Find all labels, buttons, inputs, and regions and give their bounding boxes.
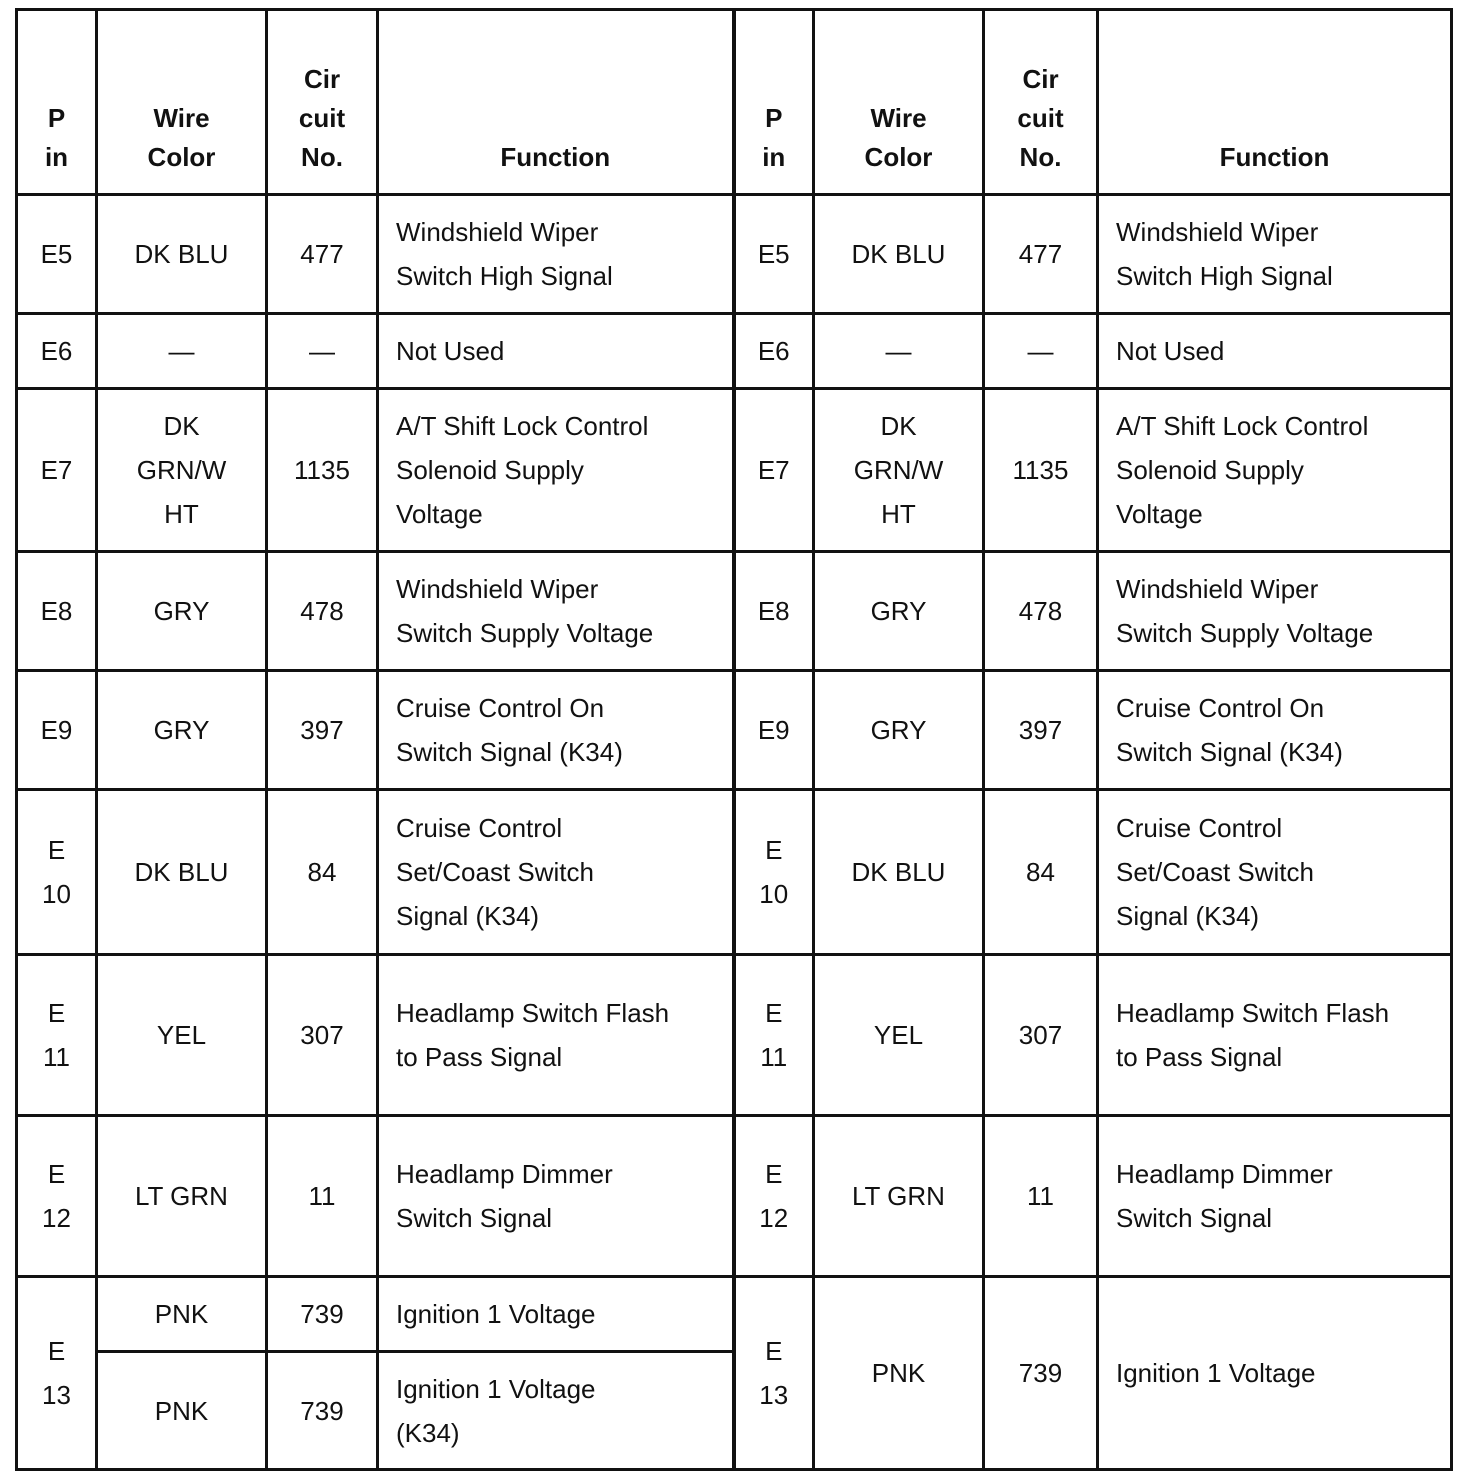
function-cell — [378, 1277, 734, 1352]
function-cell — [1098, 389, 1452, 552]
cell-text-line: DK BLU — [851, 857, 946, 887]
cell-text-line: GRY — [870, 596, 927, 626]
cell-text-line: Cir — [303, 64, 341, 94]
wire-color-cell — [97, 790, 267, 955]
circuit-cell: 84 — [984, 790, 1098, 955]
cell-text-line: HT — [881, 499, 916, 529]
cell-text-line: A/T Shift Lock Control — [396, 411, 649, 441]
wire-color-cell — [814, 552, 984, 671]
cell-text-line: A/T Shift Lock Control — [1116, 411, 1369, 441]
cell-text-line: GRN/W — [853, 455, 944, 485]
circuit-cell: 307 — [984, 955, 1098, 1116]
table-row — [17, 552, 1452, 671]
circuit-cell: 739 — [267, 1277, 378, 1352]
cell-text-line: No. — [1019, 142, 1062, 172]
pin-cell — [734, 790, 814, 955]
cell-text-line: E8 — [40, 596, 73, 626]
cell-text-line: E5 — [757, 239, 790, 269]
cell-text-line: E — [765, 998, 783, 1028]
circuit-cell: 84 — [267, 790, 378, 955]
table-row — [17, 195, 1452, 314]
function-cell — [1098, 790, 1452, 955]
function-cell — [378, 955, 734, 1116]
cell-text-line: E — [765, 1336, 783, 1366]
cell-text-line: E — [47, 1336, 66, 1366]
function-cell — [1098, 314, 1452, 389]
cell-text-line: to Pass Signal — [396, 1042, 563, 1072]
cell-text-line: LT GRN — [135, 1181, 228, 1211]
circuit-cell: 1135 — [984, 389, 1098, 552]
pin-cell — [17, 1277, 97, 1470]
cell-text-line: 12 — [759, 1203, 789, 1233]
circuit-cell: — — [984, 314, 1098, 389]
circuit-cell: — — [267, 314, 378, 389]
cell-text-line: E — [47, 835, 66, 865]
cell-text-line: Switch High Signal — [396, 261, 613, 291]
cell-text-line: Function — [500, 142, 611, 172]
cell-text-line: DK BLU — [134, 857, 229, 887]
cell-text-line: E6 — [40, 336, 73, 366]
cell-text-line: Voltage — [1116, 499, 1203, 529]
pin-cell — [734, 314, 814, 389]
wire-color-cell: PNK — [97, 1352, 267, 1470]
cell-text-line: GRN/W — [136, 455, 227, 485]
header-row — [17, 10, 1452, 195]
wire-color-cell — [814, 195, 984, 314]
pin-cell — [17, 389, 97, 552]
cell-text-line: 13 — [42, 1380, 71, 1410]
cell-text-line: to Pass Signal — [1116, 1042, 1283, 1072]
cell-text-line: Windshield Wiper — [396, 217, 599, 247]
wire-color-cell: PNK — [97, 1277, 267, 1352]
cell-text-line: 11 — [43, 1042, 70, 1072]
cell-text-line: Color — [864, 142, 933, 172]
function-cell — [378, 671, 734, 790]
function-cell — [1098, 195, 1452, 314]
cell-text-line: HT — [164, 499, 199, 529]
cell-text-line: Headlamp Switch Flash — [396, 998, 670, 1028]
cell-text-line: GRY — [870, 715, 927, 745]
cell-text-line: E — [765, 835, 783, 865]
cell-text-line: P — [765, 103, 783, 133]
circuit-cell: 307 — [267, 955, 378, 1116]
circuit-cell: 739 — [984, 1277, 1098, 1470]
function-cell — [1098, 552, 1452, 671]
cell-text-line: Ignition 1 Voltage — [396, 1299, 596, 1329]
cell-text-line: Voltage — [396, 499, 483, 529]
cell-text-line: 11 — [760, 1042, 788, 1072]
cell-text-line: 10 — [759, 879, 789, 909]
function-cell — [1098, 955, 1452, 1116]
wire-color-cell — [814, 955, 984, 1116]
pin-cell — [17, 314, 97, 389]
table-row — [17, 790, 1452, 955]
cell-text-line: E5 — [40, 239, 73, 269]
cell-text-line: Ignition 1 Voltage — [396, 1373, 596, 1404]
header-wire-color — [97, 10, 267, 195]
pin-cell — [734, 1116, 814, 1277]
cell-text-line: GRY — [153, 596, 210, 626]
pin-cell — [17, 195, 97, 314]
cell-text-line: Cir — [1022, 64, 1059, 94]
cell-text-line: Ignition 1 Voltage — [1116, 1358, 1316, 1388]
cell-text-line: DK — [163, 411, 200, 441]
pin-cell — [17, 552, 97, 671]
pin-cell — [734, 1277, 814, 1470]
circuit-cell: 478 — [984, 552, 1098, 671]
cell-text-line: 12 — [42, 1203, 71, 1233]
table-body — [17, 195, 1452, 1470]
cell-text-line: Set/Coast Switch — [396, 857, 594, 887]
cell-text-line: YEL — [156, 1020, 207, 1050]
cell-text-line: Cruise Control On — [396, 693, 605, 723]
cell-text-line: DK BLU — [851, 239, 946, 269]
function-cell — [378, 195, 734, 314]
cell-text-line: DK BLU — [134, 239, 229, 269]
cell-text-line: Color — [147, 142, 216, 172]
cell-text-line: Solenoid Supply — [1116, 455, 1304, 485]
cell-text-line: E7 — [40, 455, 73, 485]
function-cell — [1098, 1116, 1452, 1277]
pin-cell — [17, 1116, 97, 1277]
function-cell — [378, 314, 734, 389]
cell-text-line: GRY — [153, 715, 210, 745]
cell-text-line: cuit — [298, 103, 346, 133]
header-wire-color — [814, 10, 984, 195]
cell-text-line: cuit — [1017, 103, 1064, 133]
function-cell — [1098, 671, 1452, 790]
pin-cell — [734, 552, 814, 671]
wire-color-cell — [97, 552, 267, 671]
function-cell — [378, 790, 734, 955]
cell-text-line: E9 — [757, 715, 790, 745]
wire-color-cell — [814, 790, 984, 955]
pin-cell — [734, 955, 814, 1116]
cell-text-line: Switch Signal (K34) — [1116, 737, 1343, 767]
circuit-cell: 1135 — [267, 389, 378, 552]
wire-color-cell — [97, 389, 267, 552]
cell-text-line: Solenoid Supply — [396, 455, 584, 485]
cell-text-line: E — [47, 1159, 66, 1189]
wire-color-cell — [814, 314, 984, 389]
cell-text-line: Windshield Wiper — [1116, 217, 1319, 247]
cell-text-line: Wire — [153, 103, 210, 133]
cell-text-line: Switch Signal — [1116, 1203, 1273, 1233]
cell-text-line: Headlamp Switch Flash — [1116, 998, 1390, 1028]
cell-text-line: Switch Signal — [396, 1203, 553, 1233]
pin-cell — [17, 671, 97, 790]
cell-text-line: Set/Coast Switch — [1116, 857, 1314, 887]
pin-cell — [734, 195, 814, 314]
cell-text-line: Cruise Control — [1116, 813, 1283, 843]
function-cell — [378, 1352, 734, 1470]
table-row — [17, 955, 1452, 1116]
circuit-cell: 11 — [984, 1116, 1098, 1277]
cell-text-line: DK — [880, 411, 917, 441]
function-cell — [378, 552, 734, 671]
cell-text-line: E7 — [757, 455, 790, 485]
cell-text-line: in — [44, 142, 69, 172]
function-cell — [1098, 1277, 1452, 1470]
header-circuit-no — [267, 10, 378, 195]
cell-text-line: Switch Supply Voltage — [396, 618, 654, 648]
cell-text-line: Headlamp Dimmer — [396, 1159, 613, 1189]
cell-text-line: Headlamp Dimmer — [1116, 1159, 1333, 1189]
table-row — [17, 1277, 1452, 1352]
cell-text-line: 10 — [42, 879, 71, 909]
table-row — [17, 389, 1452, 552]
wire-color-cell — [97, 1116, 267, 1277]
wire-color-cell — [814, 389, 984, 552]
cell-text-line: — — [885, 336, 912, 366]
cell-text-line: Not Used — [1116, 336, 1225, 366]
wire-color-cell — [97, 955, 267, 1116]
circuit-cell: 397 — [984, 671, 1098, 790]
cell-text-line: Cruise Control — [396, 813, 563, 843]
cell-text-line: YEL — [873, 1020, 924, 1050]
wire-color-cell: PNK — [814, 1277, 984, 1470]
cell-text-line: E — [765, 1159, 783, 1189]
cell-text-line: Not Used — [396, 336, 505, 366]
cell-text-line: Windshield Wiper — [396, 574, 599, 604]
cell-text-line: E — [47, 998, 66, 1028]
cell-text-line: LT GRN — [852, 1181, 945, 1211]
pin-table — [15, 8, 1453, 1471]
cell-text-line: E6 — [757, 336, 790, 366]
wire-color-cell — [97, 671, 267, 790]
header-function — [1098, 10, 1452, 195]
cell-text-line: — — [168, 336, 195, 366]
cell-text-line: Signal (K34) — [396, 901, 540, 931]
header-pin — [17, 10, 97, 195]
pin-cell — [734, 389, 814, 552]
circuit-cell: 739 — [267, 1352, 378, 1470]
wire-color-cell — [97, 195, 267, 314]
cell-text-line: E9 — [40, 715, 73, 745]
cell-text-line: Switch Supply Voltage — [1116, 618, 1374, 648]
pin-cell — [17, 955, 97, 1116]
wire-color-cell — [814, 1116, 984, 1277]
cell-text-line: Windshield Wiper — [1116, 574, 1319, 604]
circuit-cell: 478 — [267, 552, 378, 671]
cell-text-line: No. — [301, 142, 343, 172]
header-circuit-no — [984, 10, 1098, 195]
cell-text-line: Switch High Signal — [1116, 261, 1333, 291]
cell-text-line: in — [762, 142, 786, 172]
table-row — [17, 314, 1452, 389]
circuit-cell: 11 — [267, 1116, 378, 1277]
function-cell — [378, 1116, 734, 1277]
cell-text-line: Wire — [870, 103, 927, 133]
wire-color-cell — [97, 314, 267, 389]
cell-text-line: (K34) — [396, 1417, 460, 1448]
circuit-cell: 477 — [267, 195, 378, 314]
cell-text-line: Switch Signal (K34) — [396, 737, 623, 767]
header-function — [378, 10, 734, 195]
cell-text-line: P — [47, 103, 66, 133]
cell-text-line: Function — [1219, 142, 1330, 172]
pin-cell — [17, 790, 97, 955]
function-cell — [378, 389, 734, 552]
table-row — [17, 671, 1452, 790]
circuit-cell: 397 — [267, 671, 378, 790]
header-pin — [734, 10, 814, 195]
table-row — [17, 1116, 1452, 1277]
circuit-cell: 477 — [984, 195, 1098, 314]
cell-text-line: Cruise Control On — [1116, 693, 1325, 723]
wire-color-cell — [814, 671, 984, 790]
cell-text-line: 13 — [759, 1380, 789, 1410]
cell-text-line: E8 — [757, 596, 790, 626]
cell-text-line: Signal (K34) — [1116, 901, 1260, 931]
pin-cell — [734, 671, 814, 790]
